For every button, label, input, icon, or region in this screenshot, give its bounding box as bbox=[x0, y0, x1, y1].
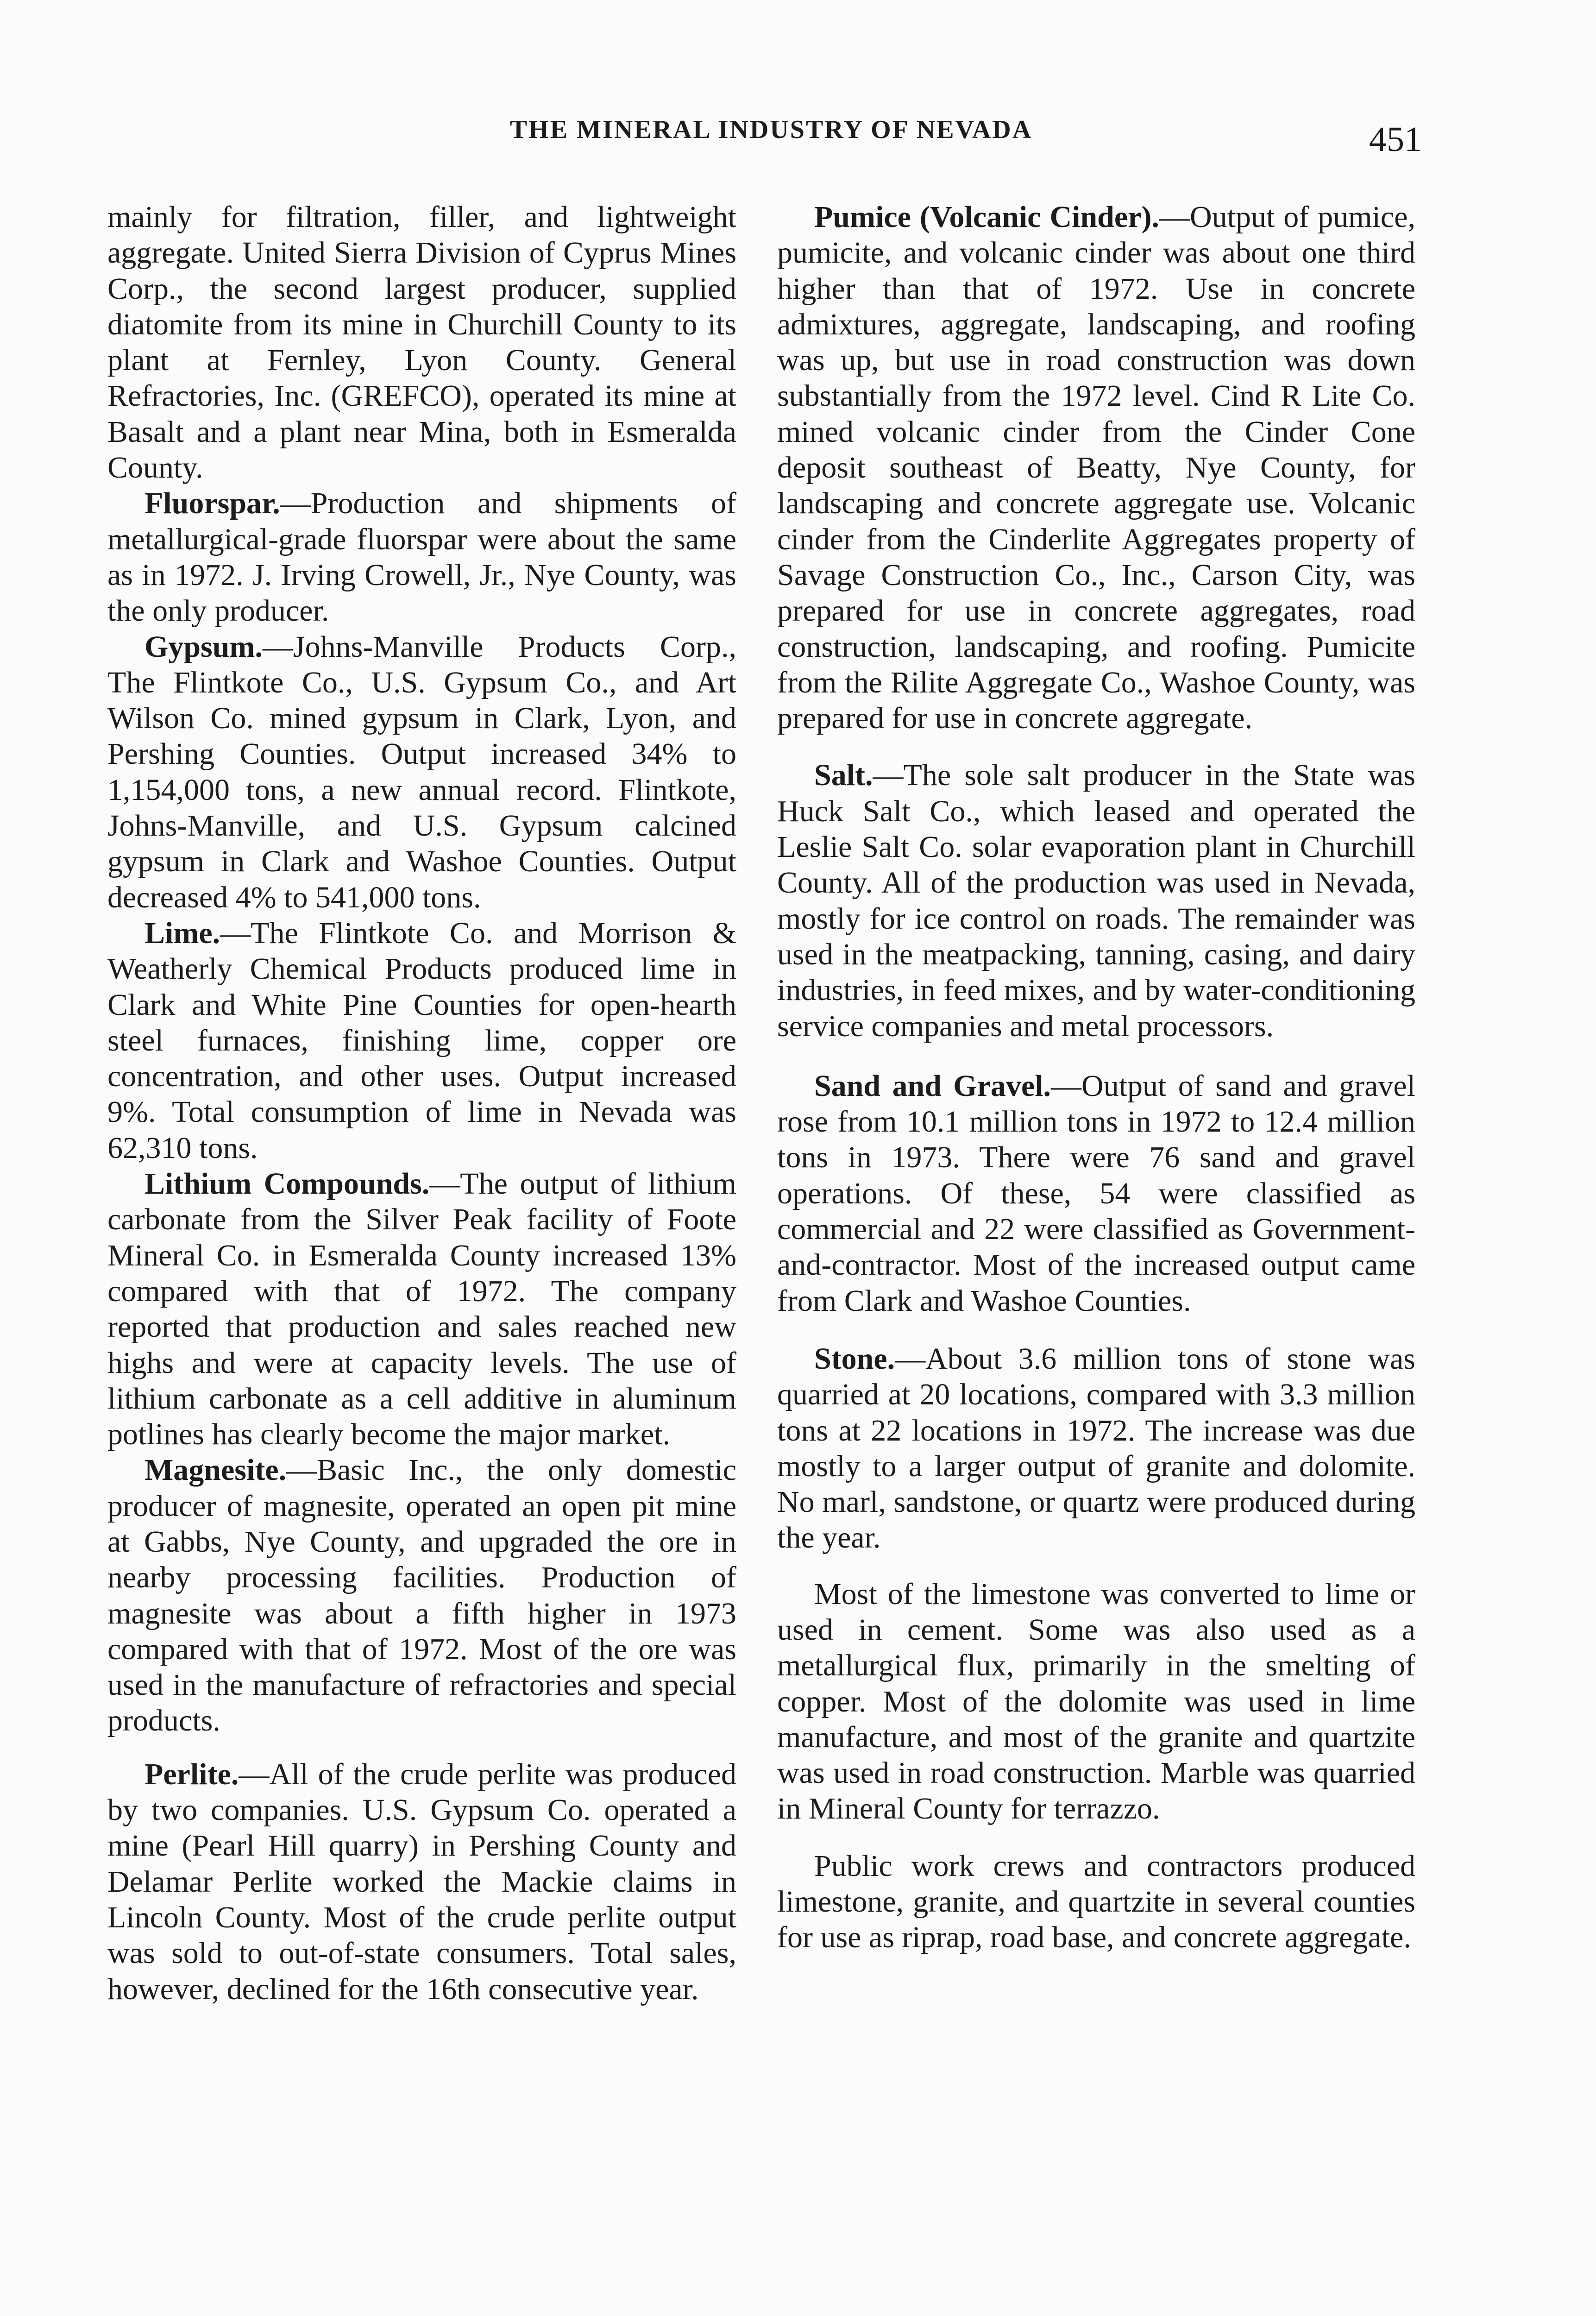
magnesite-paragraph bbox=[107, 1452, 736, 1738]
right-column bbox=[777, 199, 1415, 1956]
perlite-heading: Perlite. bbox=[145, 1757, 239, 1791]
perlite-text: —All of the crude perlite was produced by two companies. U.S. Gypsum Co. operated a mine (Pearl Hill quarry) in Pershing County and Delamar Perlite worked the Mackie claims in Lincoln County. Most of the crude perlite output was sold to out-of-state consumers. Total sales, however, declined for the 16th consecutive year. bbox=[107, 1757, 736, 2006]
fluorspar-paragraph bbox=[107, 485, 736, 629]
lime-heading: Lime. bbox=[145, 916, 220, 950]
salt-heading: Salt. bbox=[814, 758, 873, 793]
perlite-paragraph bbox=[107, 1756, 736, 2007]
sand-gravel-paragraph bbox=[777, 1068, 1415, 1319]
lithium-compounds-text: —The output of lithium carbonate from the Silver Peak facility of Foote Mineral Co. in Esmeralda County increased 13% compared with that of 1972. The company reported that production and sales reached new highs and were at capacity levels. The use of lithium carbonate as a cell additive in aluminum potlines has clearly become the major market. bbox=[107, 1167, 736, 1452]
magnesite-heading: Magnesite. bbox=[145, 1453, 287, 1487]
fluorspar-text: —Production and shipments of metallurgical-grade fluorspar were about the same as in 1972. J. Irving Crowell, Jr., Nye County, was the only producer. bbox=[107, 486, 736, 628]
gypsum-heading: Gypsum. bbox=[145, 629, 263, 664]
pumice-text: —Output of pumice, pumicite, and volcanic cinder was about one third higher than that of 1972. Use in concrete admixtures, aggregate, landscaping, and roofing was up, but use in road construction was down substantially from the 1972 level. Cind R Lite Co. mined volcanic cinder from the Cinder Cone deposit southeast of Beatty, Nye County, for landscaping and concrete aggregate use. Volcanic cinder from the Cinderlite Aggregates property of Savage Construction Co., Inc., Carson City, was prepared for use in concrete aggregates, road construction, landscaping, and roofing. Pumicite from the Rilite Aggregate Co., Washoe County, was prepared for use in concrete aggregate. bbox=[777, 200, 1415, 736]
lithium-compounds-paragraph bbox=[107, 1166, 736, 1452]
lime-text: —The Flintkote Co. and Morrison & Weatherly Chemical Products produced lime in Clark and White Pine Counties for open-hearth steel furnaces, finishing lime, copper ore concentration, and other uses. Output increased 9%. Total consumption of lime in Nevada was 62,310 tons. bbox=[107, 916, 736, 1165]
public-works-paragraph: Public work crews and contractors produced limestone, granite, and quartzite in several counties for use as riprap, road base, and concrete aggregate. bbox=[777, 1849, 1415, 1955]
gypsum-paragraph bbox=[107, 629, 736, 915]
running-head: THE MINERAL INDUSTRY OF NEVADA bbox=[509, 115, 1033, 144]
limestone-paragraph: Most of the limestone was converted to lime or used in cement. Some was also used as a metallurgical flux, primarily in the smelting of copper. Most of the dolomite was used in lime manufacture, and most of the granite and quartzite was used in road construction. Marble was quarried in Mineral County for terrazzo. bbox=[777, 1577, 1415, 1826]
salt-paragraph bbox=[777, 757, 1415, 1044]
magnesite-text: —Basic Inc., the only domestic producer of magnesite, operated an open pit mine at Gabbs, Nye County, and upgraded the ore in nearby processing facilities. Production of magnesite was about a fifth higher in 1973 compared with that of 1972. Most of the ore was used in the manufacture of refractories and special products. bbox=[107, 1453, 736, 1738]
gypsum-text: —Johns-Manville Products Corp., The Flintkote Co., U.S. Gypsum Co., and Art Wilson Co. mined gypsum in Clark, Lyon, and Pershing Counties. Output increased 34% to 1,154,000 tons, a new annual record. Flintkote, Johns-Manville, and U.S. Gypsum calcined gypsum in Clark and Washoe Counties. Output decreased 4% to 541,000 tons. bbox=[107, 629, 736, 914]
stone-heading: Stone. bbox=[814, 1341, 895, 1376]
lithium-compounds-heading: Lithium Compounds. bbox=[145, 1167, 430, 1201]
pumice-heading: Pumice (Volcanic Cinder). bbox=[814, 200, 1159, 234]
salt-text: —The sole salt producer in the State was Huck Salt Co., which leased and operated the Leslie Salt Co. solar evaporation plant in Churchill County. All of the production was used in Nevada, mostly for ice control on roads. The remainder was used in the meatpacking, tanning, casing, and dairy industries, in feed mixes, and by water-conditioning service companies and metal processors. bbox=[777, 758, 1415, 1043]
stone-text: —About 3.6 million tons of stone was quarried at 20 locations, compared with 3.3 million tons at 22 locations in 1972. The increase was due mostly to a larger output of granite and dolomite. No marl, sandstone, or quartz were produced during the year. bbox=[777, 1341, 1415, 1555]
diatomite-continuation-paragraph: mainly for filtration, filler, and lightweight aggregate. United Sierra Division of Cyprus Mines Corp., the second largest producer, supplied diatomite from its mine in Churchill County to its plant at Fernley, Lyon County. General Refractories, Inc. (GREFCO), operated its mine at Basalt and a plant near Mina, both in Esmeralda County. bbox=[107, 200, 736, 485]
pumice-paragraph bbox=[777, 199, 1415, 736]
lime-paragraph bbox=[107, 915, 736, 1166]
stone-paragraph bbox=[777, 1341, 1415, 1556]
page-number: 451 bbox=[1369, 120, 1422, 159]
sand-gravel-text: —Output of sand and gravel rose from 10.1 million tons in 1972 to 12.4 million tons in 1973. There were 76 sand and gravel operations. Of these, 54 were classified as commercial and 22 were classified as Government-and-contractor. Most of the increased output came from Clark and Washoe Counties. bbox=[777, 1069, 1415, 1318]
left-column bbox=[107, 199, 736, 2007]
fluorspar-heading: Fluorspar. bbox=[145, 486, 280, 521]
sand-gravel-heading: Sand and Gravel. bbox=[814, 1069, 1051, 1103]
